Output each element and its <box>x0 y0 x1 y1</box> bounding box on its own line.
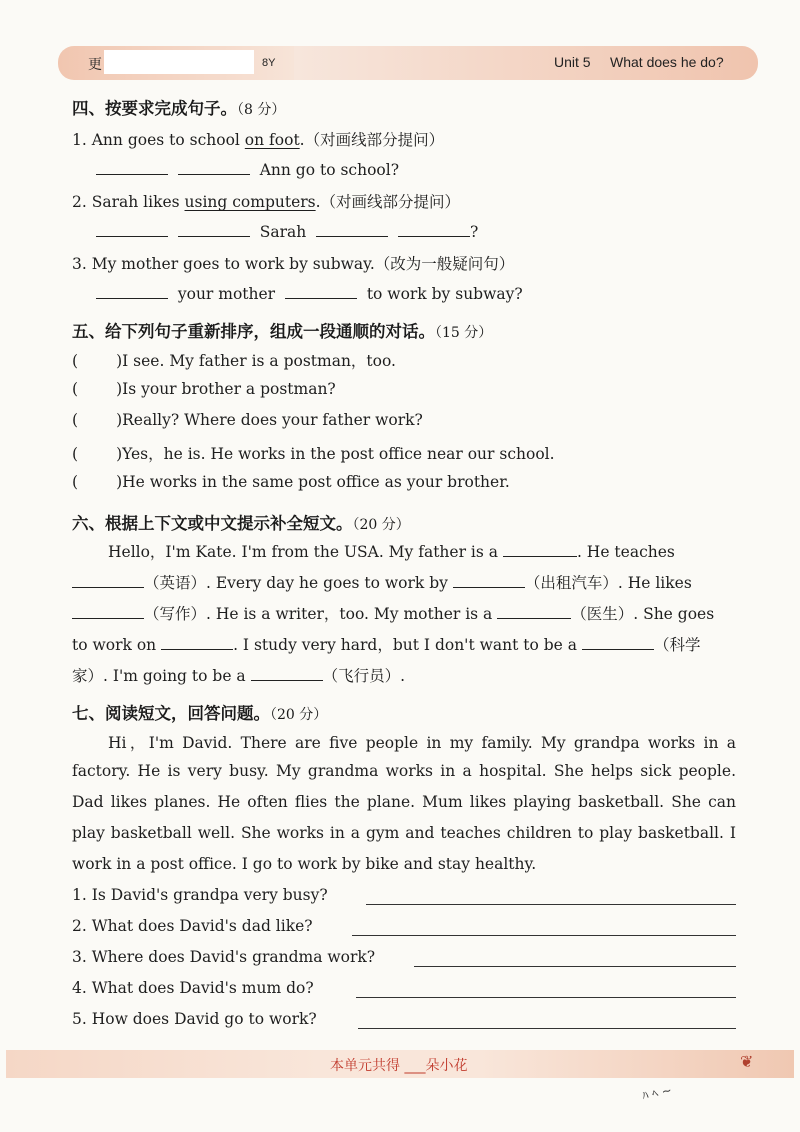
s5-sentence: )Really? Where does your father work? <box>116 411 423 429</box>
s4-q3-num: 3. <box>72 255 87 273</box>
s5-item <box>72 411 423 429</box>
s7-answer-line[interactable] <box>414 965 736 967</box>
s4-q1-instruction: .（对画线部分提问） <box>299 131 445 149</box>
footer-score: 本单元共得 ___朵小花 <box>330 1058 468 1074</box>
s6-text: （飞行员）. <box>322 667 406 685</box>
s7-passage-line: play basketball well. She works in a gym and teaches children to play basketball. I <box>72 824 736 842</box>
blank[interactable] <box>251 665 323 681</box>
s4-q2 <box>72 190 460 212</box>
margin-note: ﾊ ﾍ ~ <box>640 1083 673 1103</box>
blank[interactable] <box>96 159 168 175</box>
blank[interactable] <box>161 634 233 650</box>
section-5-heading: 五、给下列句子重新排序，组成一段通顺的对话。 <box>72 322 435 341</box>
s6-line-3 <box>72 602 714 624</box>
blank[interactable] <box>398 221 470 237</box>
s6-text: （医生）. She goes <box>571 605 715 623</box>
s5-paren: ( <box>72 473 79 491</box>
s4-q2-num: 2. <box>72 193 87 211</box>
header-code: 8Y <box>262 57 276 69</box>
s5-item <box>72 349 396 371</box>
s4-q1-answer <box>96 159 399 179</box>
s7-question: 3. Where does David's grandma work? <box>72 948 376 966</box>
s4-q2-instruction: .（对画线部分提问） <box>315 193 461 211</box>
blank[interactable] <box>178 159 250 175</box>
blank[interactable] <box>503 541 577 557</box>
s5-sentence: )I see. My father is a postman，too. <box>116 352 396 370</box>
s4-q3 <box>72 252 514 274</box>
s7-passage-line: work in a post office. I go to work by bike and stay healthy. <box>72 855 537 873</box>
s6-line-4 <box>72 633 700 655</box>
section-7-title <box>72 700 327 724</box>
s5-sentence: )Is your brother a postman? <box>116 380 336 398</box>
blank[interactable] <box>72 572 144 588</box>
s4-q1-answer-text: Ann go to school? <box>259 161 400 179</box>
blank[interactable] <box>178 221 250 237</box>
s6-text: （写作）. He is a writer，too. My mother is a <box>144 605 493 623</box>
section-5-title <box>72 318 492 342</box>
s5-sentence: )He works in the same post office as your brother. <box>116 473 510 491</box>
s7-passage-line: Hi，I'm David. There are five people in my family. My grandpa works in a <box>108 734 736 752</box>
s7-question: 1. Is David's grandpa very busy? <box>72 886 328 904</box>
header-redaction <box>104 50 254 74</box>
blank[interactable] <box>72 603 144 619</box>
s4-q3-answer-text-1: your mother <box>177 285 276 303</box>
s4-q1-num: 1. <box>72 131 87 149</box>
s5-item <box>72 473 510 491</box>
s6-text: （出租汽车）. He likes <box>524 574 692 592</box>
blank[interactable] <box>96 283 168 299</box>
s4-q1-underlined: on foot <box>244 131 300 149</box>
s6-text: （英语）. Every day he goes to work by <box>144 574 448 592</box>
s6-text: to work on <box>72 636 157 654</box>
blank[interactable] <box>316 221 388 237</box>
section-4-points: （8 分） <box>237 102 286 118</box>
s4-q3-answer <box>96 283 523 303</box>
flower-icon: ❦ <box>740 1052 754 1071</box>
s4-q2-underlined: using computers <box>184 193 316 211</box>
s4-q1-text: Ann goes to school <box>91 131 245 149</box>
s4-q1 <box>72 128 444 150</box>
s4-q2-answer <box>96 221 478 241</box>
s5-item <box>72 442 555 464</box>
s6-line-2 <box>72 571 692 593</box>
blank[interactable] <box>497 603 571 619</box>
header-band <box>0 0 800 52</box>
s7-answer-line[interactable] <box>356 996 736 998</box>
s7-question: 2. What does David's dad like? <box>72 917 313 935</box>
s7-passage-line: Dad likes planes. He often flies the plane. Mum likes playing basketball. She can <box>72 793 736 811</box>
blank[interactable] <box>582 634 654 650</box>
s4-q2-text: Sarah likes <box>91 193 185 211</box>
s7-answer-line[interactable] <box>366 903 736 905</box>
s5-paren: ( <box>72 445 79 463</box>
section-7-heading: 七、阅读短文，回答问题。 <box>72 704 270 723</box>
s6-text: . I study very hard，but I don't want to be a <box>233 636 577 654</box>
s6-text: . He teaches <box>576 543 675 561</box>
s4-q3-text: My mother goes to work by subway.（改为一般疑问句） <box>91 255 515 273</box>
s7-answer-line[interactable] <box>352 934 736 936</box>
s5-paren: ( <box>72 352 79 370</box>
blank[interactable] <box>96 221 168 237</box>
s6-text: （科学 <box>653 636 701 654</box>
s4-q2-answer-text: Sarah <box>259 223 307 241</box>
s6-line-1 <box>108 540 675 562</box>
s5-paren: ( <box>72 380 79 398</box>
s5-paren: ( <box>72 411 79 429</box>
section-4-title <box>72 95 285 119</box>
s6-line-5 <box>72 664 405 686</box>
s6-text: Hello，I'm Kate. I'm from the USA. My father is a <box>108 543 499 561</box>
s5-item <box>72 380 336 398</box>
s5-sentence: )Yes，he is. He works in the post office near our school. <box>116 445 555 463</box>
section-6-title <box>72 510 410 534</box>
section-5-points: （15 分） <box>435 325 493 341</box>
s7-question: 5. How does David go to work? <box>72 1010 317 1028</box>
section-6-heading: 六、根据上下文或中文提示补全短文。 <box>72 514 353 533</box>
s4-q3-answer-text-2: to work by subway? <box>366 285 523 303</box>
section-7-points: （20 分） <box>270 707 328 723</box>
header-unit-title: What does he do? <box>610 54 724 70</box>
blank[interactable] <box>285 283 357 299</box>
s6-text: 家）. I'm going to be a <box>72 667 246 685</box>
section-6-points: （20 分） <box>352 517 410 533</box>
blank[interactable] <box>453 572 525 588</box>
s7-answer-line[interactable] <box>358 1027 736 1029</box>
s7-passage-line: factory. He is very busy. My grandma works in a hospital. She helps sick people. <box>72 762 736 780</box>
section-4-heading: 四、按要求完成句子。 <box>72 99 237 118</box>
header-left-char: 更 <box>88 56 102 72</box>
s7-question: 4. What does David's mum do? <box>72 979 314 997</box>
s4-q2-answer-end: ? <box>469 223 479 241</box>
header-unit: Unit 5 <box>554 54 591 70</box>
